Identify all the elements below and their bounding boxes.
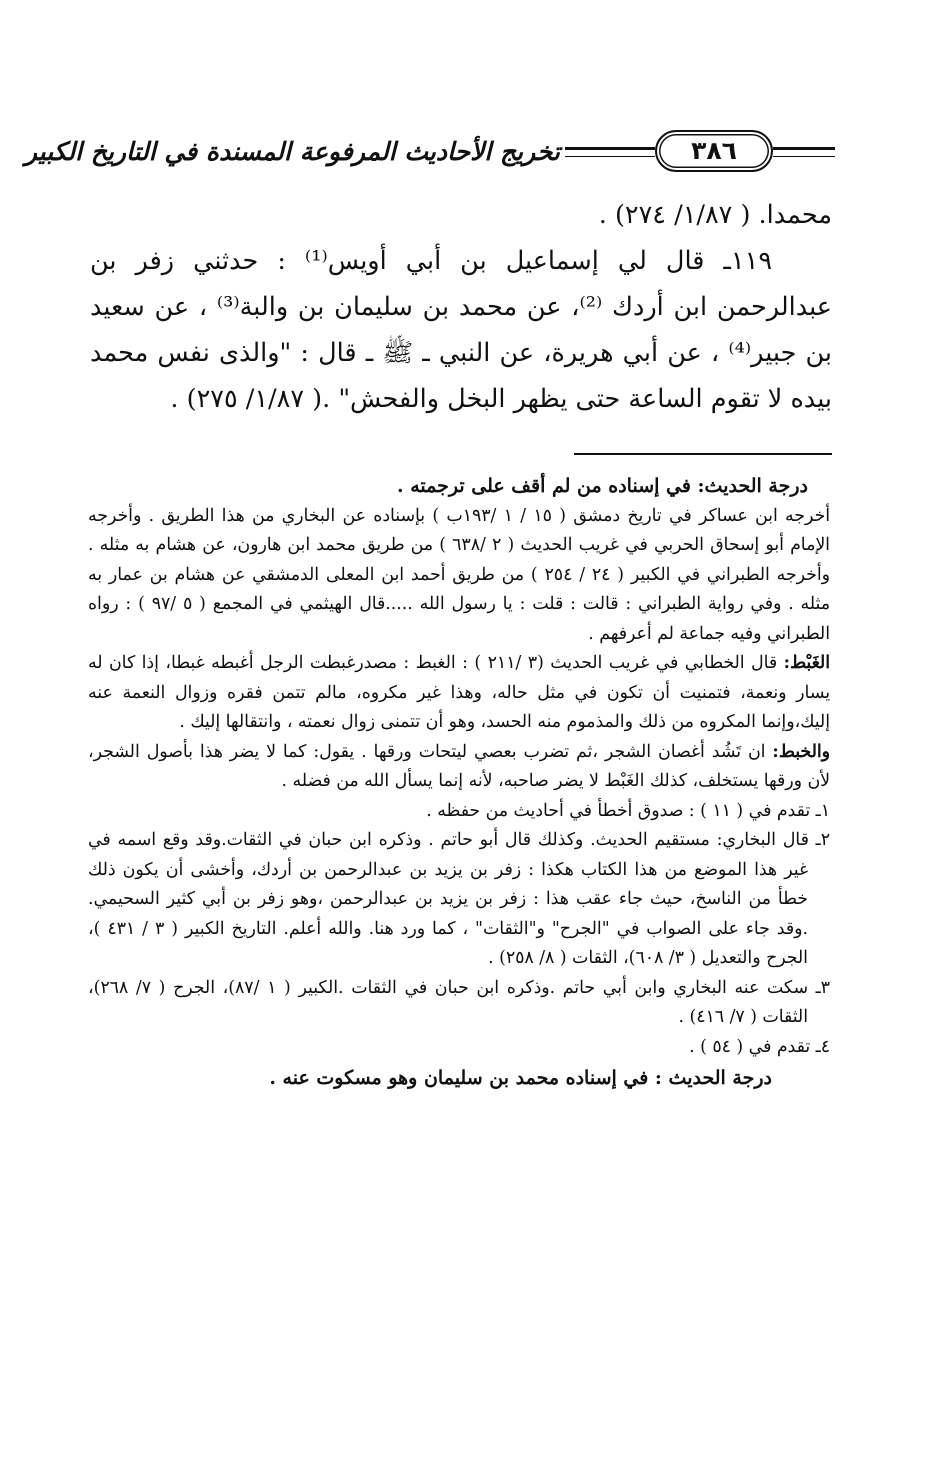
term-khabt: والخبط: [772,741,830,762]
ghabt-definition [88,649,830,738]
footnote-separator [574,453,832,455]
ghabt-text: قال الخطابي في غريب الحديث (٣ /٢١١ ) : الغبط : مصدرغبطت الرجل أغبطه غبطا، إذا كان له يسار ونعمة، فتمنيت أن تكون في مثل حاله، وهذا غير مكروه، مالم تتمن فقره وزوال النعمة عنه إليك،وإنما المكروه من ذلك والمذموم منه الحسد، وهو أن تتمنى زوال نعمته ، وانتقالها إليك . [88,653,830,732]
footnote-3: ٣ـ سكت عنه البخاري وابن أبي حاتم .وذكره ابن حبان في الثقات .الكبير ( ١ /٨٧)، الجرح ( ٧/ ٢٦٨)، الثقات ( ٧/ ٤١٦) . [88,977,830,1027]
header-ornament-lines [773,147,835,157]
continuation-line: محمدا. ( ١/٨٧/ ٢٧٤) . [598,200,832,230]
page-title: تخريج الأحاديث المرفوعة المسندة في التاريخ الكبير [24,137,560,166]
hadith-paragraph: ١١٩ـ قال لي إسماعيل بن أبي أويس⁽¹⁾ : حدثني زفر بن عبدالرحمن ابن أردك ⁽²⁾، عن محمد بن سليمان بن والبة⁽³⁾ ، عن سعيد بن جبير⁽⁴⁾ ، عن أبي هريرة، عن النبي ـ ﷺ ـ قال : "والذى نفس محمد بيده لا تقوم الساعة حتى يظهر البخل والفحش" .( ١/٨٧/ ٢٧٥) . [90,246,832,414]
khabt-text: ان تَشُد أغصان الشجر ،ثم تضرب بعصي ليتحات ورقها . يقول: كما لا يضر هذا بأصول الشجر، لأن ورقها يستخلف، كذلك الغَبْط لا يضر صاحبه، لأنه إنما يسأل الله من فضله . [88,741,830,791]
takhrij-paragraph: أخرجه ابن عساكر في تاريخ دمشق ( ١٥ / ١ /١٩٣ب ) بإسناده عن البخاري من هذا الطريق . وأخرجه الإمام أبو إسحاق الحربي في غريب الحديث ( ٢ /٦٣٨ ) من طريق محمد ابن هارون، عن هشام به مثله . وأخرجه الطبراني في الكبير ( ٢٤ / ٢٥٤ ) من طريق أحمد ابن المعلى الدمشقي عن هشام بن عمار به مثله . وفي رواية الطبراني : قالت : قلت : يا رسول الله .....قال الهيثمي في المجمع ( ٥ /٩٧ ) : رواه الطبراني وفيه جماعة لم أعرفهم . [88,505,831,644]
footnotes [88,472,830,1094]
header-ornament-lines [565,147,655,157]
hadith-grade-final: درجة الحديث : في إسناده محمد بن سليمان وهو مسكوت عنه . [269,1067,772,1089]
footnote-1: ١ـ تقدم في ( ١١ ) : صدوق أخطأ في أحاديث من حفظه . [426,800,830,821]
hadith-grade: درجة الحديث: في إسناده من لم أقف على ترجمته . [396,475,808,497]
main-text [90,192,832,422]
term-ghabt: الغَبْط: [783,653,830,673]
khabt-definition [88,738,830,797]
footnote-4: ٤ـ تقدم في ( ٥٤ ) . [689,1036,830,1057]
footnote-2: ٢ـ قال البخاري: مستقيم الحديث. وكذلك قال أبو حاتم . وذكره ابن حبان في الثقات.وقد وقع اسمه في غير هذا الموضع من هذا الكتاب هكذا : زفر بن يزيد بن عبدالرحمن بن أردك، وأخشى أن يكون ذلك خطأ من الناسخ، حيث جاء عقب هذا : زفر بن يزيد بن عبدالرحمن ،وهو زفر بن أبي كثير السحيمي. .وقد جاء على الصواب في "الجرح" و"الثقات" ، كما ورد هنا. والله أعلم. التاريخ الكبير ( ٣ / ٤٣١ )، الجرح والتعديل ( ٣/ ٦٠٨)، الثقات ( ٨/ ٢٥٨) . [88,830,830,968]
page-number: ٣٨٦ [655,130,773,172]
page-header [24,128,835,176]
